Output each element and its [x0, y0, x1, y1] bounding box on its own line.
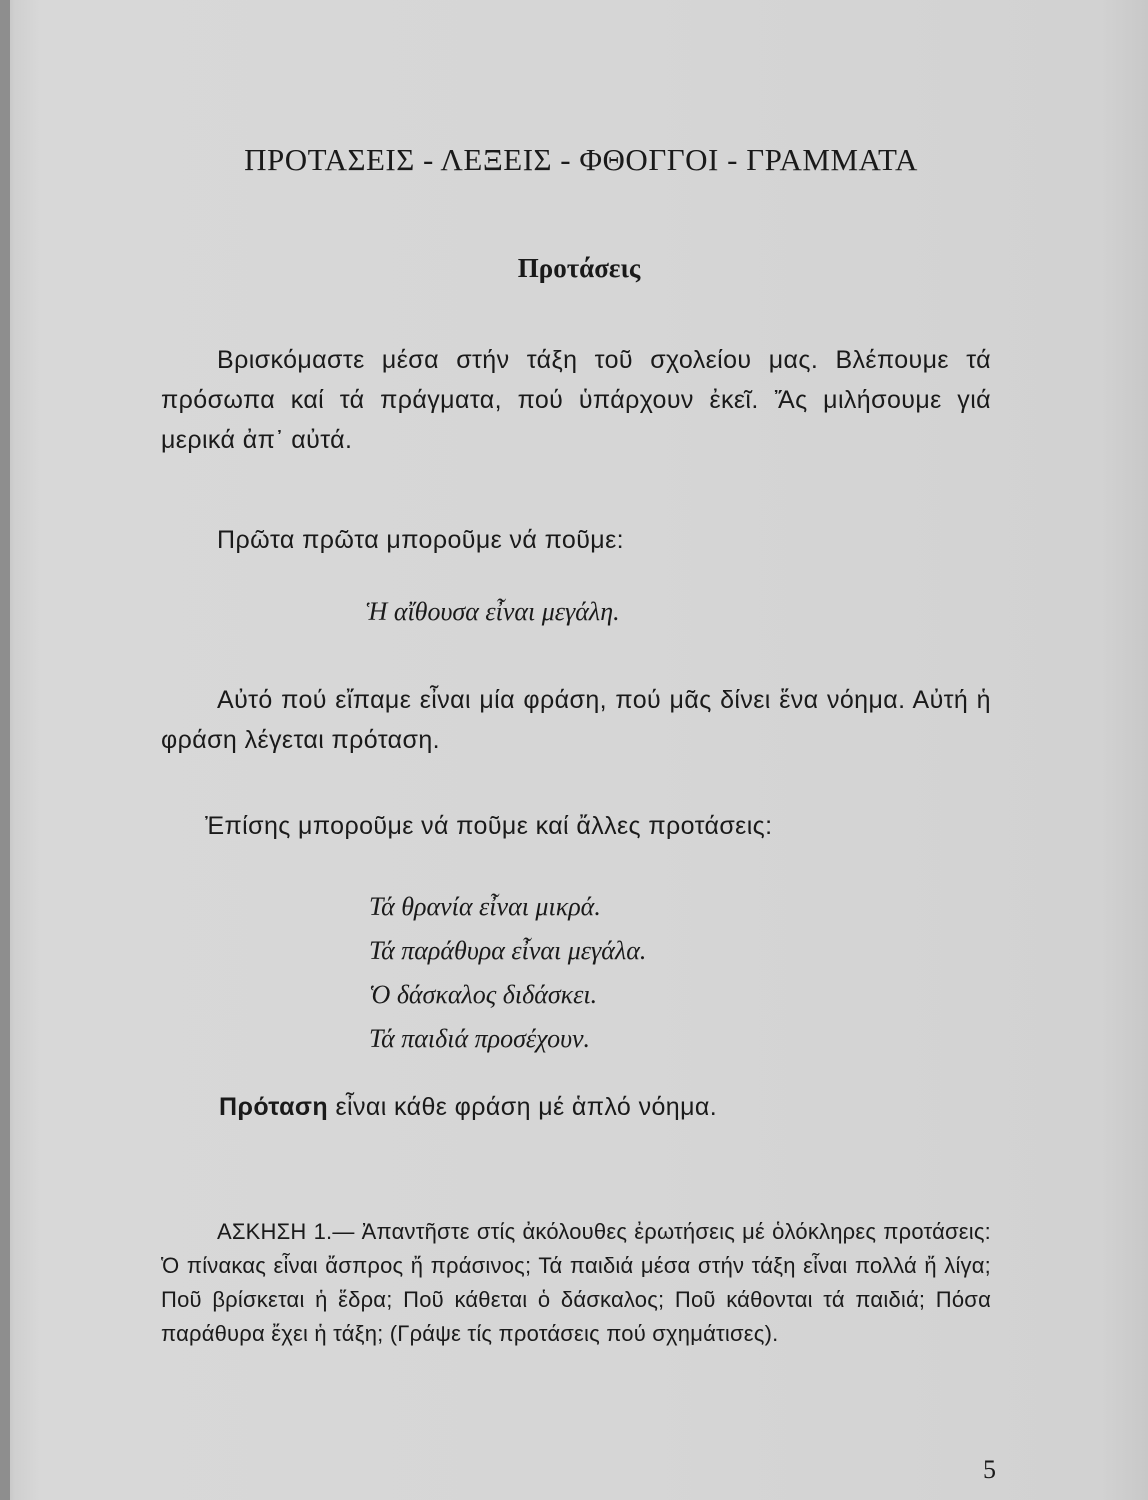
definition-text: εἶναι κάθε φράση μέ ἁπλό νόημα.: [328, 1093, 718, 1121]
definition-term: Πρόταση: [219, 1093, 329, 1121]
explanation-paragraph: [161, 680, 991, 760]
example-sentence: Ὁ δάσκαλος διδάσκει.: [369, 980, 598, 1009]
example-sentence: Τά θρανία εἶναι μικρά.: [369, 892, 601, 921]
section-heading: Προτάσεις: [517, 253, 641, 283]
page-number: 5: [983, 1455, 996, 1484]
intro-paragraph: [161, 340, 991, 460]
intro-paragraph-text: Βρισκόμαστε μέσα στήν τάξη τοῦ σχολείου μας. Βλέπουμε τά πρόσωπα καί τά πράγματα, πού ὑπάρχουν ἐκεῖ. Ἄς μιλήσουμε γιά μερικά ἀπ᾽ αὐτά.: [161, 346, 991, 454]
definition: [219, 1093, 717, 1122]
exercise-1: [161, 1215, 991, 1351]
page-title: ΠΡΟΤΑΣΕΙΣ - ΛΕΞΕΙΣ - ΦΘΟΓΓΟΙ - ΓΡΑΜΜΑΤΑ: [244, 142, 918, 177]
explanation-text: Αὐτό πού εἴπαμε εἶναι μία φράση, πού μᾶς δίνει ἕνα νόημα. Αὐτή ἡ φράση λέγεται πρόταση.: [161, 686, 991, 754]
exercise-text: ΑΣΚΗΣΗ 1.— Ἀπαντῆστε στίς ἀκόλουθες ἐρωτήσεις μέ ὁλόκληρες προτάσεις: Ὁ πίνακας εἶναι ἄσπρος ἤ πράσινος; Τά παιδιά μέσα στήν τάξη εἶναι πολλά ἤ λίγα; Ποῦ βρίσκεται ἡ ἕδρα; Ποῦ κάθεται ὁ δάσκαλος; Ποῦ κάθονται τά παιδιά; Πόσα παράθυρα ἔχει ἡ τάξη; (Γράψε τίς προτάσεις πού σχημάτισες).: [161, 1219, 991, 1346]
example-sentences-list: [369, 885, 646, 1061]
page-spine-shadow: [0, 0, 10, 1500]
example-sentence: Τά παιδιά προσέχουν.: [369, 1024, 591, 1053]
example-sentence: Τά παράθυρα εἶναι μεγάλα.: [369, 936, 647, 965]
first-prompt: Πρῶτα πρῶτα μποροῦμε νά ποῦμε:: [217, 526, 624, 554]
second-prompt: Ἐπίσης μποροῦμε νά ποῦμε καί ἄλλες προτάσεις:: [205, 812, 773, 840]
first-example-sentence: Ἡ αἴθουσα εἶναι μεγάλη.: [366, 597, 620, 626]
